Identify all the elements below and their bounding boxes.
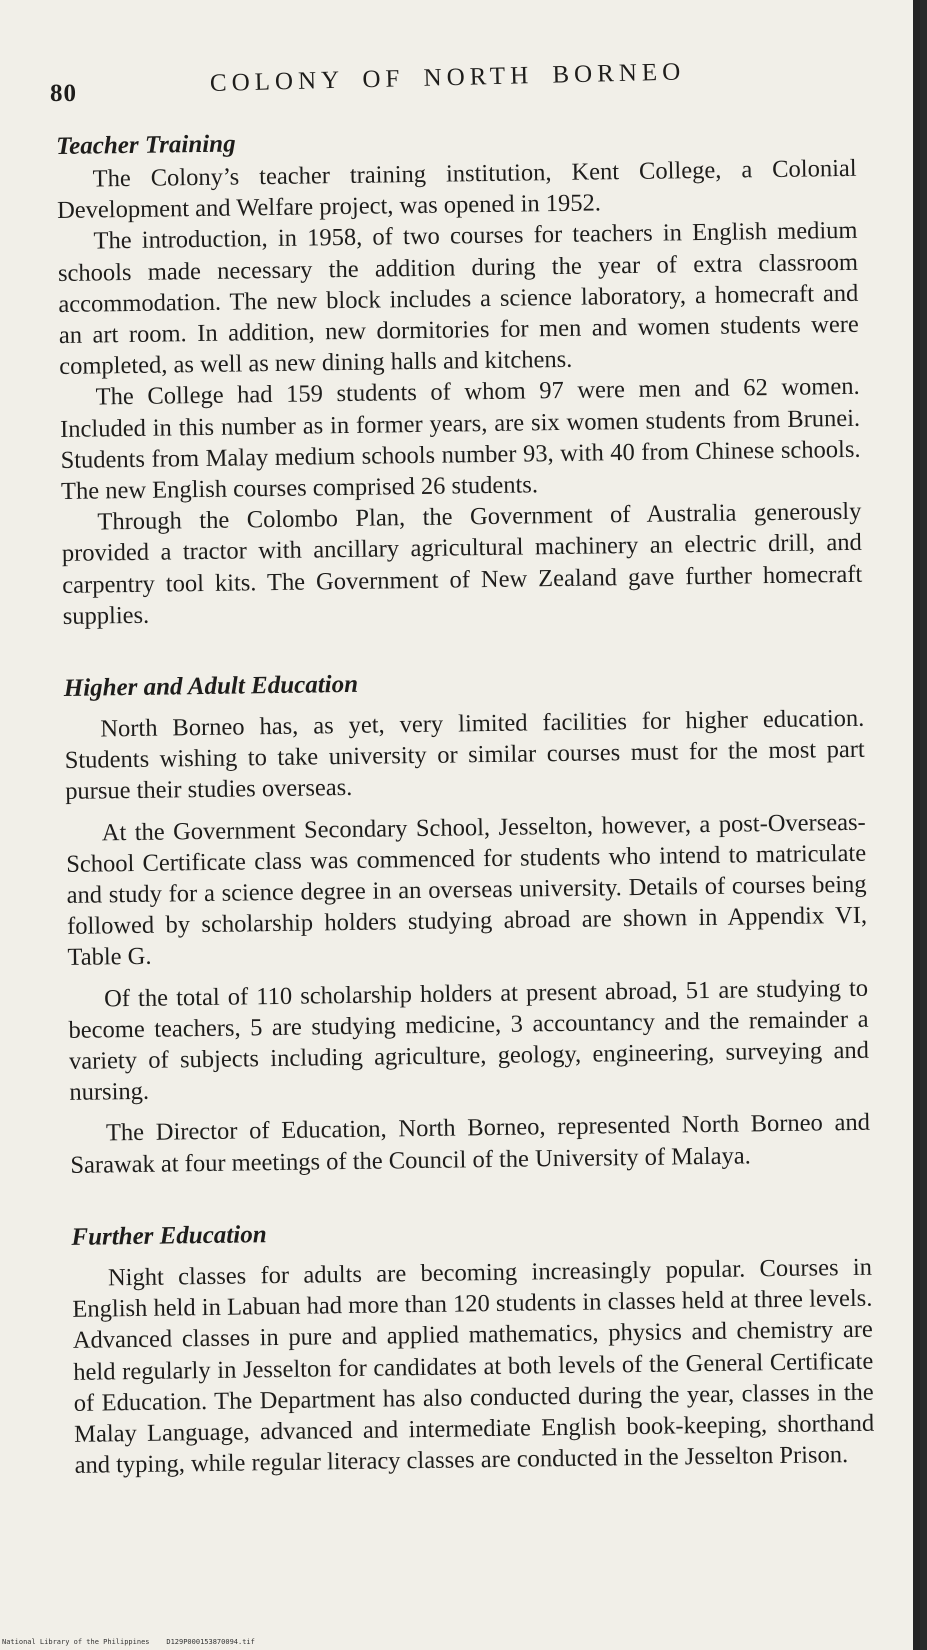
section-teacher-training [56,121,863,632]
paragraph: The Colony’s teacher training institution, Kent College, a Colonial Development and Welfare project, was opened in 1952. [56,154,857,225]
section-heading: Further Education [71,1221,267,1251]
paragraph: The College had 159 students of whom 97 were men and 62 women. Included in this number as in former years, are six women students from Brunei. Students from Malay medium schools number 93, with 40 from Chinese schools. The new English courses comprised 26 students. [59,373,861,505]
paragraph: Of the total of 110 scholarship holders at present abroad, 51 are studying to become teachers, 5 are studying medicine, 3 accountancy and the remainder a variety of subjects including agriculture, geology, engineering, surveying and nursing. [68,974,870,1107]
scan-footer: National Library of the Philippines D129P000153870094.tif [2,1638,255,1646]
paragraph: The introduction, in 1958, of two courses for teachers in English medium schools made necessary the addition during the year of extra classroom accommodation. The new block includes a science laboratory, a homecraft and an art room. In addition, new dormitories for men and women students were completed, as well as new dining halls and kitchens. [57,217,859,381]
page-content [56,121,875,1481]
paragraph: Night classes for adults are becoming increasingly popular. Courses in English held in Labuan had more than 120 students in classes held at three levels. Advanced classes in pure and applied mathematics, physics and chemistry are held regularly in Jesselton for candidates at both levels of the General Certificate of Education. The Department has also conducted during the year, classes in the Malay Language, advanced and intermediate English book-keeping, shorthand and typing, while regular literacy classes are conducted in the Jesselton Prison. [72,1253,875,1479]
page-number: 80 [50,80,77,107]
section-higher-adult-education [64,663,871,1181]
section-further-education [71,1212,875,1482]
paragraph: At the Government Secondary School, Jesselton, however, a post-Overseas-School Certificate class was commenced for students who intend to matriculate and study for a science degree in an overseas university. Details of courses being followed by scholarship holders studying abroad are shown in Appendix VI, Table G. [66,808,868,972]
scan-edge [913,0,920,1650]
section-heading: Teacher Training [56,130,236,160]
page-header [50,58,870,110]
paragraph: Through the Colombo Plan, the Government of Australia generously provided a tractor with ancillary agricultural machinery an electric drill, and carpentry tool kits. The Government of New Zealand gave further homecraft supplies. [61,498,863,630]
running-head: COLONY OF NORTH BORNEO [209,58,686,97]
section-heading: Higher and Adult Education [63,670,359,702]
paragraph: North Borneo has, as yet, very limited facilities for higher education. Students wishing to take university or similar courses must for the most part pursue their studies overseas. [64,704,865,806]
paragraph: The Director of Education, North Borneo, represented North Borneo and Sarawak at four meetings of the Council of the University of Malaya. [70,1109,871,1179]
